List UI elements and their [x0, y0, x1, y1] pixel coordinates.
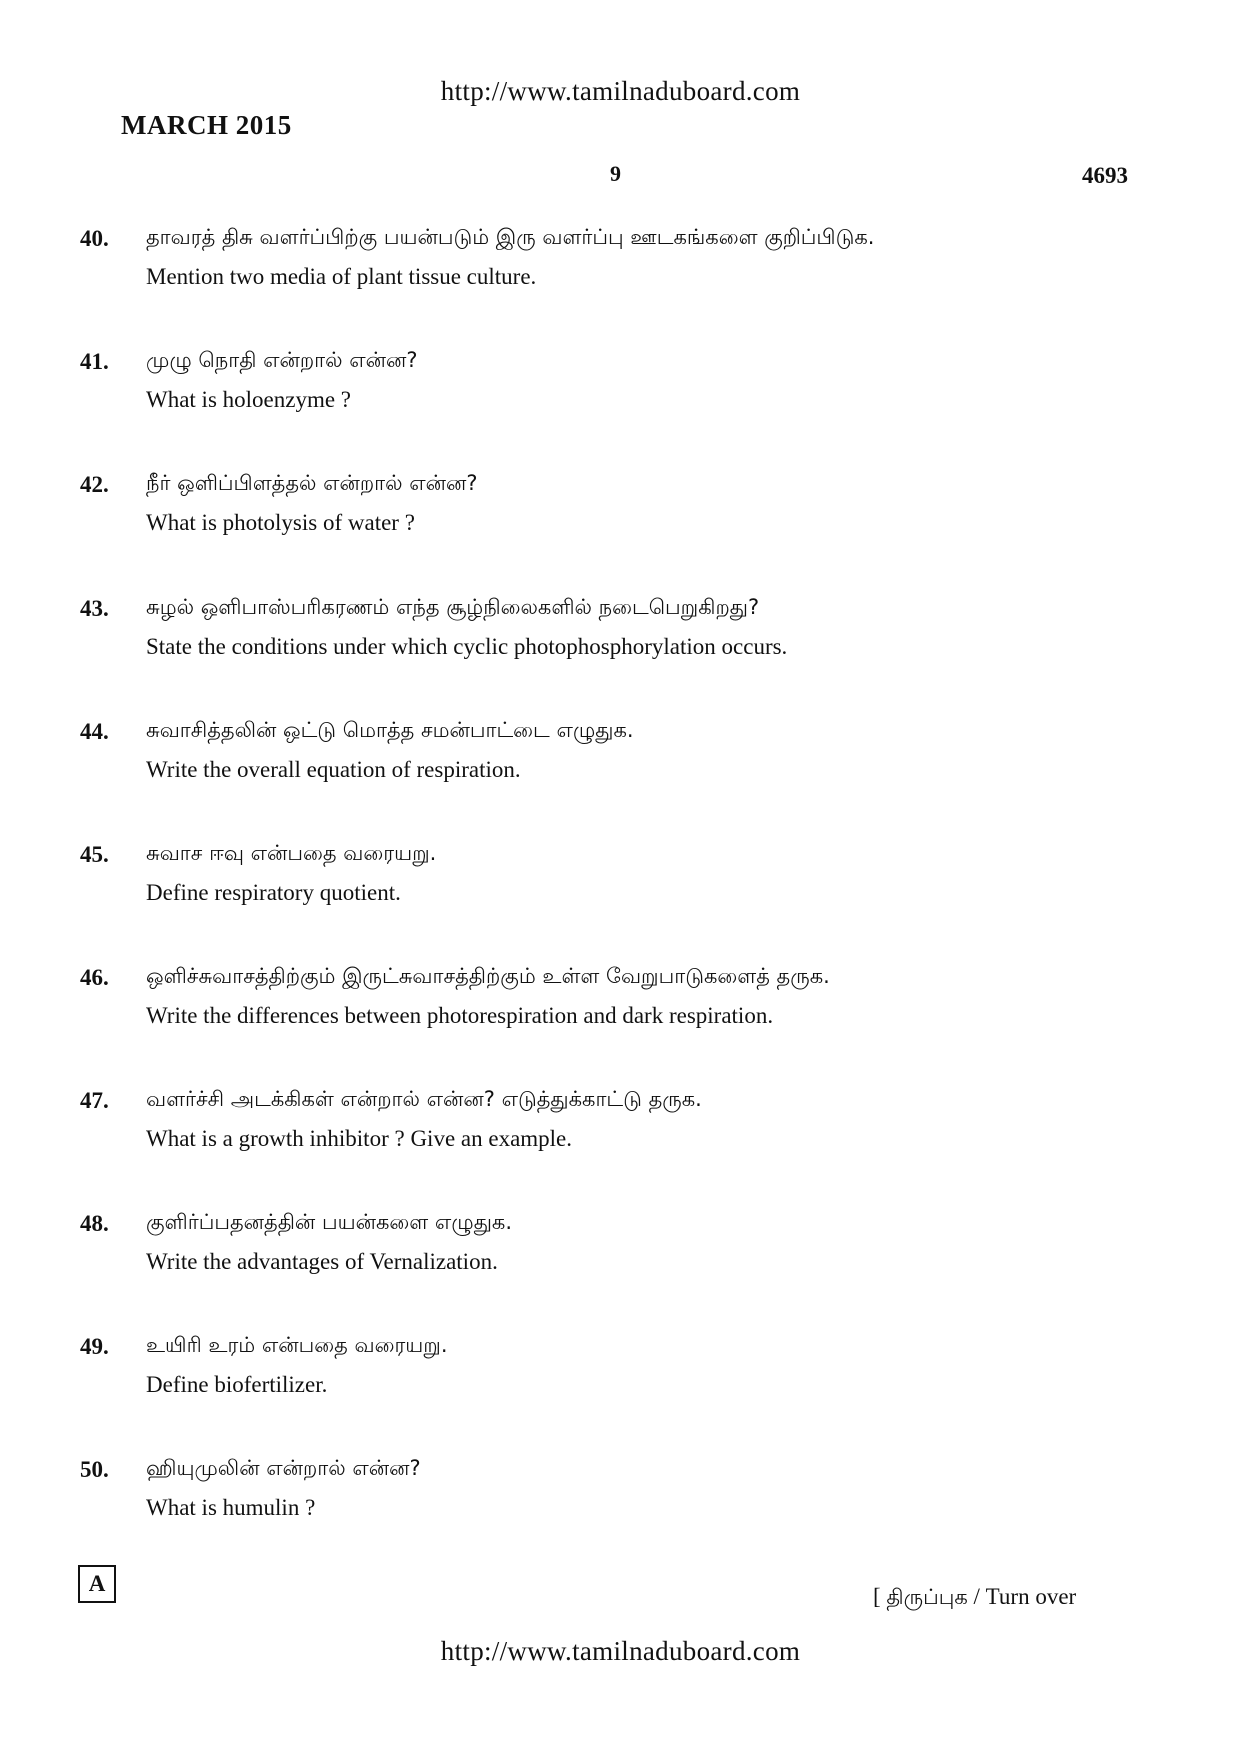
question-tamil: சுவாச ஈவு என்பதை வரையறு. — [146, 841, 437, 865]
question-tamil: குளிர்ப்பதனத்தின் பயன்களை எழுதுக. — [146, 1210, 513, 1234]
question-number: 44. — [80, 719, 109, 744]
question-number: 42. — [80, 472, 109, 497]
question-number: 46. — [80, 965, 109, 990]
question-number: 50. — [80, 1457, 109, 1482]
turn-over-english: Turn over — [985, 1584, 1077, 1609]
question-tamil: நீர் ஒளிப்பிளத்தல் என்றால் என்ன? — [146, 471, 478, 495]
question-tamil: வளர்ச்சி அடக்கிகள் என்றால் என்ன? எடுத்துக்காட்டு தருக. — [146, 1087, 702, 1111]
question-number: 41. — [80, 349, 109, 374]
turn-over-tamil: திருப்புக — [886, 1585, 968, 1609]
question-tamil: ஹியுமுலின் என்றால் என்ன? — [146, 1456, 421, 1480]
exam-date: MARCH 2015 — [121, 110, 292, 140]
question-tamil: உயிரி உரம் என்பதை வரையறு. — [146, 1333, 448, 1357]
question-number: 49. — [80, 1334, 109, 1359]
question-tamil: சுவாசித்தலின் ஒட்டு மொத்த சமன்பாட்டை எழுதுக. — [146, 718, 634, 742]
footer-url: http://www.tamilnaduboard.com — [440, 1636, 801, 1666]
question-number: 43. — [80, 596, 109, 621]
question-english: Write the advantages of Vernalization. — [146, 1249, 498, 1274]
question-tamil: சுழல் ஒளிபாஸ்பரிகரணம் எந்த சூழ்நிலைகளில் நடைபெறுகிறது? — [146, 595, 760, 619]
header-url: http://www.tamilnaduboard.com — [440, 76, 801, 106]
paper-code: 4693 — [1082, 163, 1128, 188]
question-number: 48. — [80, 1211, 109, 1236]
series-letter-box: A — [78, 1565, 116, 1603]
question-english: Define biofertilizer. — [146, 1372, 328, 1397]
question-number: 40. — [80, 226, 109, 251]
question-english: Mention two media of plant tissue culture. — [146, 264, 537, 289]
turn-over-separator: / — [973, 1584, 980, 1609]
turn-over-bracket: [ — [873, 1584, 881, 1609]
question-tamil: தாவரத் திசு வளர்ப்பிற்கு பயன்படும் இரு வளர்ப்பு ஊடகங்களை குறிப்பிடுக. — [146, 225, 875, 249]
question-tamil: ஒளிச்சுவாசத்திற்கும் இருட்சுவாசத்திற்கும் உள்ள வேறுபாடுகளைத் தருக. — [146, 964, 830, 988]
turn-over-note — [873, 1584, 1076, 1612]
question-english: What is a growth inhibitor ? Give an example. — [146, 1126, 573, 1151]
question-english: What is holoenzyme ? — [146, 387, 352, 412]
question-english: What is photolysis of water ? — [146, 510, 415, 535]
question-english: Write the overall equation of respiration. — [146, 757, 521, 782]
question-number: 47. — [80, 1088, 109, 1113]
question-english: Define respiratory quotient. — [146, 880, 401, 905]
question-tamil: முழு நொதி என்றால் என்ன? — [146, 348, 418, 372]
question-number: 45. — [80, 842, 109, 867]
question-english: State the conditions under which cyclic photophosphorylation occurs. — [146, 634, 788, 659]
question-english: What is humulin ? — [146, 1495, 316, 1520]
page-number: 9 — [610, 161, 621, 186]
question-english: Write the differences between photorespiration and dark respiration. — [146, 1003, 774, 1028]
